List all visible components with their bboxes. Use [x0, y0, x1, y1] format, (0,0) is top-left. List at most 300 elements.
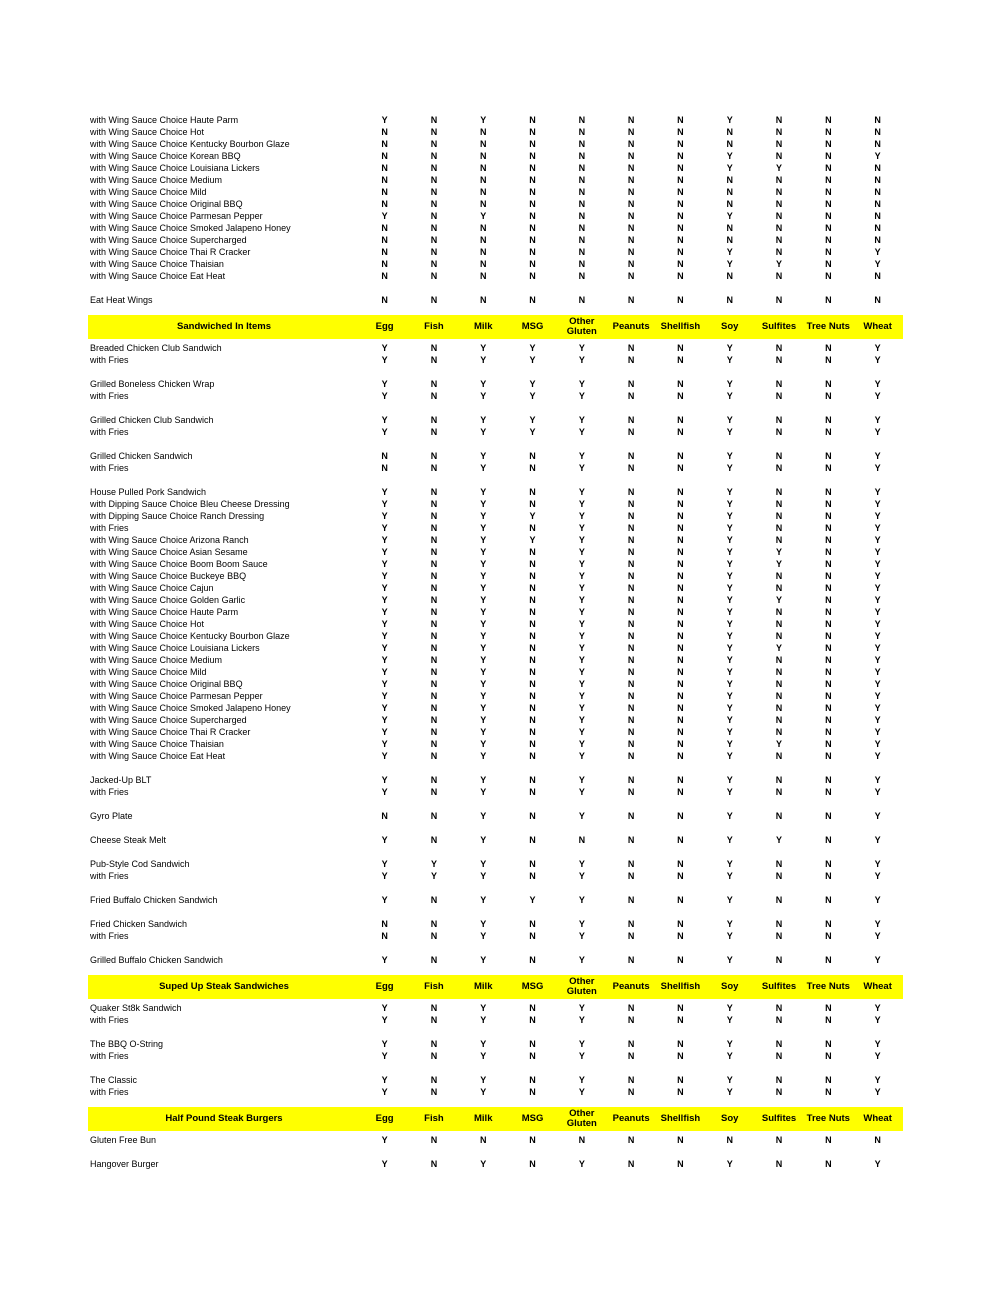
- allergen-value: N: [775, 690, 783, 701]
- allergen-value: N: [430, 114, 438, 125]
- allergen-value: N: [874, 210, 881, 221]
- allergen-value: N: [825, 426, 832, 437]
- allergen-value: N: [825, 186, 832, 197]
- spacer-row: [88, 798, 903, 810]
- allergen-value: N: [677, 522, 684, 533]
- allergen-value: N: [775, 1086, 783, 1097]
- column-header: MSG: [521, 981, 544, 993]
- allergen-value: N: [677, 630, 684, 641]
- allergen-value: N: [775, 354, 783, 365]
- allergen-value: Y: [480, 498, 487, 509]
- allergen-value: N: [677, 1074, 684, 1085]
- allergen-value: Y: [726, 606, 733, 617]
- allergen-value: N: [825, 666, 832, 677]
- allergen-value: N: [874, 126, 881, 137]
- allergen-value: N: [775, 726, 783, 737]
- allergen-value: Y: [874, 498, 881, 509]
- allergen-value: Y: [726, 1074, 733, 1085]
- allergen-value: N: [430, 894, 438, 905]
- allergen-value: N: [430, 786, 438, 797]
- allergen-value: N: [529, 594, 536, 605]
- allergen-value: Y: [874, 810, 881, 821]
- table-row: [88, 150, 903, 162]
- allergen-value: N: [430, 558, 438, 569]
- allergen-value: N: [627, 342, 635, 353]
- table-row: [88, 834, 903, 846]
- allergen-value: N: [479, 294, 487, 305]
- allergen-value: Y: [381, 1038, 388, 1049]
- table-row: [88, 414, 903, 426]
- allergen-value: N: [529, 294, 536, 305]
- allergen-value: Y: [874, 378, 881, 389]
- item-label: with Wing Sauce Choice Buckeye BBQ: [90, 571, 247, 581]
- allergen-value: N: [479, 234, 487, 245]
- allergen-value: Y: [578, 642, 585, 653]
- allergen-value: N: [529, 810, 536, 821]
- allergen-value: N: [381, 126, 388, 137]
- allergen-value: Y: [578, 378, 585, 389]
- allergen-value: Y: [480, 654, 487, 665]
- allergen-value: N: [627, 174, 635, 185]
- allergen-value: Y: [480, 894, 487, 905]
- allergen-value: N: [529, 246, 536, 257]
- allergen-value: N: [381, 258, 388, 269]
- allergen-value: N: [775, 150, 783, 161]
- allergen-value: Y: [381, 1002, 388, 1013]
- allergen-value: Y: [381, 954, 388, 965]
- allergen-value: Y: [480, 1086, 487, 1097]
- allergen-value: Y: [726, 582, 733, 593]
- item-label: with Wing Sauce Choice Mild: [90, 667, 207, 677]
- allergen-value: N: [825, 594, 832, 605]
- allergen-value: N: [578, 150, 586, 161]
- allergen-value: Y: [381, 510, 388, 521]
- allergen-value: Y: [726, 486, 733, 497]
- allergen-value: N: [529, 138, 536, 149]
- allergen-value: Y: [578, 630, 585, 641]
- item-label: with Wing Sauce Choice Thai R Cracker: [90, 247, 251, 257]
- allergen-value: N: [627, 378, 635, 389]
- allergen-value: N: [529, 1014, 536, 1025]
- allergen-value: Y: [578, 486, 585, 497]
- allergen-value: N: [677, 390, 684, 401]
- allergen-value: N: [529, 918, 536, 929]
- allergen-value: N: [775, 582, 783, 593]
- allergen-value: Y: [874, 930, 881, 941]
- allergen-value: Y: [381, 774, 388, 785]
- allergen-value: N: [775, 786, 783, 797]
- allergen-value: N: [726, 234, 733, 245]
- allergen-value: N: [825, 1074, 832, 1085]
- allergen-value: N: [381, 222, 388, 233]
- item-label: with Wing Sauce Choice Parmesan Pepper: [90, 211, 263, 221]
- allergen-value: Y: [578, 786, 585, 797]
- allergen-value: Y: [381, 582, 388, 593]
- table-row: [88, 930, 903, 942]
- allergen-value: Y: [430, 858, 437, 869]
- item-label: Eat Heat Wings: [90, 295, 153, 305]
- allergen-value: Y: [381, 1086, 388, 1097]
- allergen-value: N: [677, 378, 684, 389]
- allergen-value: N: [677, 234, 684, 245]
- allergen-value: Y: [480, 534, 487, 545]
- allergen-value: N: [529, 234, 536, 245]
- table-row: [88, 1134, 903, 1146]
- table-row: [88, 390, 903, 402]
- table-row: [88, 630, 903, 642]
- allergen-value: Y: [381, 594, 388, 605]
- allergen-value: N: [627, 234, 635, 245]
- allergen-value: Y: [480, 450, 487, 461]
- allergen-value: N: [430, 1134, 438, 1145]
- column-header: Tree Nuts: [806, 1113, 850, 1125]
- allergen-value: N: [529, 1158, 536, 1169]
- allergen-value: N: [627, 630, 635, 641]
- item-label: with Fries: [90, 931, 129, 941]
- allergen-value: N: [677, 186, 684, 197]
- spacer-row: [88, 846, 903, 858]
- allergen-value: Y: [578, 738, 585, 749]
- allergen-value: N: [775, 630, 783, 641]
- allergen-value: N: [726, 270, 733, 281]
- allergen-value: Y: [578, 462, 585, 473]
- allergen-value: N: [825, 690, 832, 701]
- allergen-value: N: [529, 1086, 536, 1097]
- allergen-value: Y: [578, 1158, 585, 1169]
- column-header: Egg: [375, 1113, 394, 1125]
- allergen-value: Y: [578, 1050, 585, 1061]
- allergen-value: N: [825, 702, 832, 713]
- allergen-value: Y: [529, 510, 536, 521]
- allergen-value: N: [677, 894, 684, 905]
- allergen-value: N: [627, 498, 635, 509]
- allergen-value: Y: [726, 654, 733, 665]
- allergen-value: N: [529, 114, 536, 125]
- allergen-value: N: [677, 462, 684, 473]
- allergen-value: Y: [381, 522, 388, 533]
- allergen-value: N: [529, 702, 536, 713]
- allergen-value: N: [430, 606, 438, 617]
- item-label: Pub-Style Cod Sandwich: [90, 859, 190, 869]
- column-header: Other Gluten: [566, 1108, 597, 1129]
- allergen-value: N: [430, 1074, 438, 1085]
- table-row: [88, 954, 903, 966]
- table-row: [88, 894, 903, 906]
- allergen-value: N: [578, 1134, 586, 1145]
- allergen-value: N: [627, 522, 635, 533]
- allergen-value: N: [825, 618, 832, 629]
- allergen-value: N: [479, 174, 487, 185]
- allergen-value: N: [430, 414, 438, 425]
- allergen-value: N: [775, 1014, 783, 1025]
- table-row: [88, 126, 903, 138]
- allergen-value: N: [677, 570, 684, 581]
- allergen-value: N: [430, 150, 438, 161]
- allergen-value: N: [430, 774, 438, 785]
- allergen-value: N: [430, 174, 438, 185]
- allergen-value: Y: [480, 426, 487, 437]
- column-header: Tree Nuts: [806, 981, 850, 993]
- table-row: [88, 162, 903, 174]
- allergen-value: Y: [874, 870, 881, 881]
- allergen-value: N: [825, 570, 832, 581]
- allergen-value: N: [381, 450, 388, 461]
- allergen-value: N: [726, 1134, 733, 1145]
- allergen-value: N: [430, 510, 438, 521]
- allergen-value: Y: [874, 426, 881, 437]
- allergen-value: Y: [874, 390, 881, 401]
- allergen-value: N: [825, 270, 832, 281]
- allergen-value: N: [627, 294, 635, 305]
- allergen-value: Y: [381, 606, 388, 617]
- allergen-value: N: [825, 1158, 832, 1169]
- allergen-value: Y: [578, 534, 585, 545]
- allergen-value: N: [578, 234, 586, 245]
- allergen-value: N: [627, 1086, 635, 1097]
- item-label: with Fries: [90, 523, 129, 533]
- allergen-value: Y: [381, 210, 388, 221]
- allergen-value: Y: [726, 546, 733, 557]
- allergen-value: N: [430, 486, 438, 497]
- allergen-value: N: [825, 834, 832, 845]
- allergen-value: N: [430, 378, 438, 389]
- allergen-value: N: [677, 270, 684, 281]
- allergen-value: Y: [578, 1038, 585, 1049]
- allergen-value: Y: [874, 606, 881, 617]
- allergen-value: N: [825, 234, 832, 245]
- allergen-value: Y: [874, 654, 881, 665]
- allergen-value: Y: [381, 1074, 388, 1085]
- allergen-value: N: [775, 870, 783, 881]
- allergen-value: Y: [480, 642, 487, 653]
- item-label: with Wing Sauce Choice Supercharged: [90, 715, 247, 725]
- table-row: [88, 426, 903, 438]
- allergen-value: Y: [578, 774, 585, 785]
- allergen-value: Y: [578, 426, 585, 437]
- allergen-value: Y: [874, 582, 881, 593]
- allergen-value: N: [677, 354, 684, 365]
- allergen-value: Y: [480, 786, 487, 797]
- table-row: [88, 498, 903, 510]
- allergen-value: Y: [874, 954, 881, 965]
- allergen-value: N: [775, 294, 783, 305]
- item-label: with Dipping Sauce Choice Bleu Cheese Dressing: [90, 499, 290, 509]
- allergen-value: Y: [381, 486, 388, 497]
- item-label: Grilled Chicken Sandwich: [90, 451, 193, 461]
- allergen-value: N: [825, 198, 832, 209]
- allergen-value: N: [677, 726, 684, 737]
- allergen-value: N: [677, 786, 684, 797]
- allergen-value: N: [627, 606, 635, 617]
- allergen-value: Y: [726, 570, 733, 581]
- allergen-value: Y: [381, 1050, 388, 1061]
- allergen-value: N: [578, 834, 586, 845]
- table-row: [88, 690, 903, 702]
- allergen-value: Y: [529, 534, 536, 545]
- allergen-value: N: [627, 954, 635, 965]
- allergen-value: N: [825, 354, 832, 365]
- allergen-value: N: [627, 354, 635, 365]
- table-row: [88, 210, 903, 222]
- allergen-value: N: [775, 498, 783, 509]
- allergen-value: N: [627, 258, 635, 269]
- table-row: [88, 1050, 903, 1062]
- allergen-value: Y: [578, 666, 585, 677]
- allergen-value: N: [825, 378, 832, 389]
- allergen-value: Y: [776, 834, 783, 845]
- allergen-value: N: [775, 1134, 783, 1145]
- allergen-value: Y: [776, 558, 783, 569]
- allergen-value: Y: [480, 414, 487, 425]
- allergen-value: N: [874, 198, 881, 209]
- allergen-value: N: [529, 222, 536, 233]
- allergen-value: Y: [381, 894, 388, 905]
- allergen-value: N: [677, 666, 684, 677]
- allergen-value: Y: [529, 414, 536, 425]
- table-row: [88, 918, 903, 930]
- allergen-value: N: [627, 834, 635, 845]
- allergen-value: N: [627, 1158, 635, 1169]
- allergen-value: N: [775, 450, 783, 461]
- allergen-value: Y: [578, 1002, 585, 1013]
- allergen-value: N: [430, 930, 438, 941]
- allergen-value: Y: [874, 834, 881, 845]
- allergen-value: Y: [480, 858, 487, 869]
- item-label: The Classic: [90, 1075, 138, 1085]
- allergen-value: Y: [726, 450, 733, 461]
- allergen-value: N: [627, 930, 635, 941]
- allergen-value: N: [677, 1014, 684, 1025]
- allergen-value: Y: [874, 486, 881, 497]
- allergen-value: N: [430, 222, 438, 233]
- allergen-value: Y: [726, 870, 733, 881]
- allergen-value: N: [874, 222, 881, 233]
- allergen-value: Y: [480, 618, 487, 629]
- item-label: with Wing Sauce Choice Arizona Ranch: [90, 535, 249, 545]
- allergen-value: N: [874, 138, 881, 149]
- allergen-value: Y: [381, 666, 388, 677]
- allergen-value: N: [677, 1134, 684, 1145]
- allergen-value: N: [627, 462, 635, 473]
- allergen-value: N: [627, 678, 635, 689]
- allergen-value: Y: [726, 354, 733, 365]
- allergen-value: N: [775, 198, 783, 209]
- table-row: [88, 1086, 903, 1098]
- item-label: with Fries: [90, 1015, 129, 1025]
- allergen-value: Y: [874, 414, 881, 425]
- allergen-value: Y: [381, 342, 388, 353]
- allergen-value: N: [775, 1050, 783, 1061]
- allergen-value: N: [775, 1158, 783, 1169]
- allergen-value: N: [775, 378, 783, 389]
- allergen-value: N: [825, 1134, 832, 1145]
- allergen-value: N: [726, 174, 733, 185]
- allergen-value: Y: [381, 426, 388, 437]
- allergen-value: Y: [578, 546, 585, 557]
- column-header: MSG: [521, 1113, 544, 1125]
- item-label: with Wing Sauce Choice Louisiana Lickers: [90, 163, 260, 173]
- allergen-value: Y: [529, 354, 536, 365]
- allergen-value: N: [627, 594, 635, 605]
- allergen-value: N: [825, 774, 832, 785]
- table-row: [88, 1038, 903, 1050]
- allergen-value: N: [825, 462, 832, 473]
- allergen-value: Y: [381, 378, 388, 389]
- allergen-value: Y: [726, 1014, 733, 1025]
- table-row: [88, 726, 903, 738]
- allergen-value: N: [430, 750, 438, 761]
- allergen-value: N: [825, 582, 832, 593]
- table-row: [88, 246, 903, 258]
- allergen-value: N: [430, 546, 438, 557]
- allergen-value: N: [677, 930, 684, 941]
- allergen-value: N: [726, 198, 733, 209]
- table-row: [88, 1014, 903, 1026]
- allergen-value: N: [529, 606, 536, 617]
- allergen-value: Y: [578, 894, 585, 905]
- allergen-value: N: [825, 1038, 832, 1049]
- allergen-value: N: [825, 1050, 832, 1061]
- allergen-value: N: [479, 126, 487, 137]
- allergen-value: Y: [776, 594, 783, 605]
- allergen-value: N: [825, 510, 832, 521]
- allergen-value: N: [479, 138, 487, 149]
- allergen-value: Y: [480, 702, 487, 713]
- allergen-value: N: [825, 654, 832, 665]
- allergen-value: Y: [776, 738, 783, 749]
- allergen-value: Y: [529, 390, 536, 401]
- item-label: with Wing Sauce Choice Supercharged: [90, 235, 247, 245]
- allergen-value: Y: [381, 1158, 388, 1169]
- column-header: Wheat: [863, 321, 892, 333]
- allergen-value: N: [430, 834, 438, 845]
- allergen-value: Y: [480, 210, 487, 221]
- allergen-value: Y: [874, 1050, 881, 1061]
- allergen-value: N: [677, 642, 684, 653]
- allergen-value: N: [677, 246, 684, 257]
- allergen-value: N: [775, 126, 783, 137]
- allergen-value: N: [775, 414, 783, 425]
- allergen-value: N: [529, 1074, 536, 1085]
- allergen-value: N: [677, 618, 684, 629]
- allergen-value: N: [825, 258, 832, 269]
- allergen-value: N: [775, 774, 783, 785]
- allergen-value: N: [825, 522, 832, 533]
- allergen-value: Y: [381, 1134, 388, 1145]
- allergen-value: Y: [726, 1038, 733, 1049]
- column-header: Fish: [424, 1113, 444, 1125]
- allergen-value: N: [627, 582, 635, 593]
- allergen-value: Y: [480, 342, 487, 353]
- allergen-value: N: [578, 126, 586, 137]
- item-label: The BBQ O-String: [90, 1039, 164, 1049]
- table-row: [88, 558, 903, 570]
- column-header: Milk: [474, 1113, 493, 1125]
- allergen-value: N: [627, 390, 635, 401]
- allergen-value: N: [825, 534, 832, 545]
- allergen-value: N: [874, 234, 881, 245]
- allergen-value: Y: [874, 354, 881, 365]
- item-label: Gluten Free Bun: [90, 1135, 157, 1145]
- allergen-value: Y: [726, 162, 733, 173]
- allergen-value: N: [825, 114, 832, 125]
- table-row: [88, 138, 903, 150]
- allergen-value: Y: [726, 1002, 733, 1013]
- table-row: [88, 774, 903, 786]
- allergen-value: Y: [381, 1014, 388, 1025]
- allergen-value: Y: [578, 570, 585, 581]
- item-label: House Pulled Pork Sandwich: [90, 487, 207, 497]
